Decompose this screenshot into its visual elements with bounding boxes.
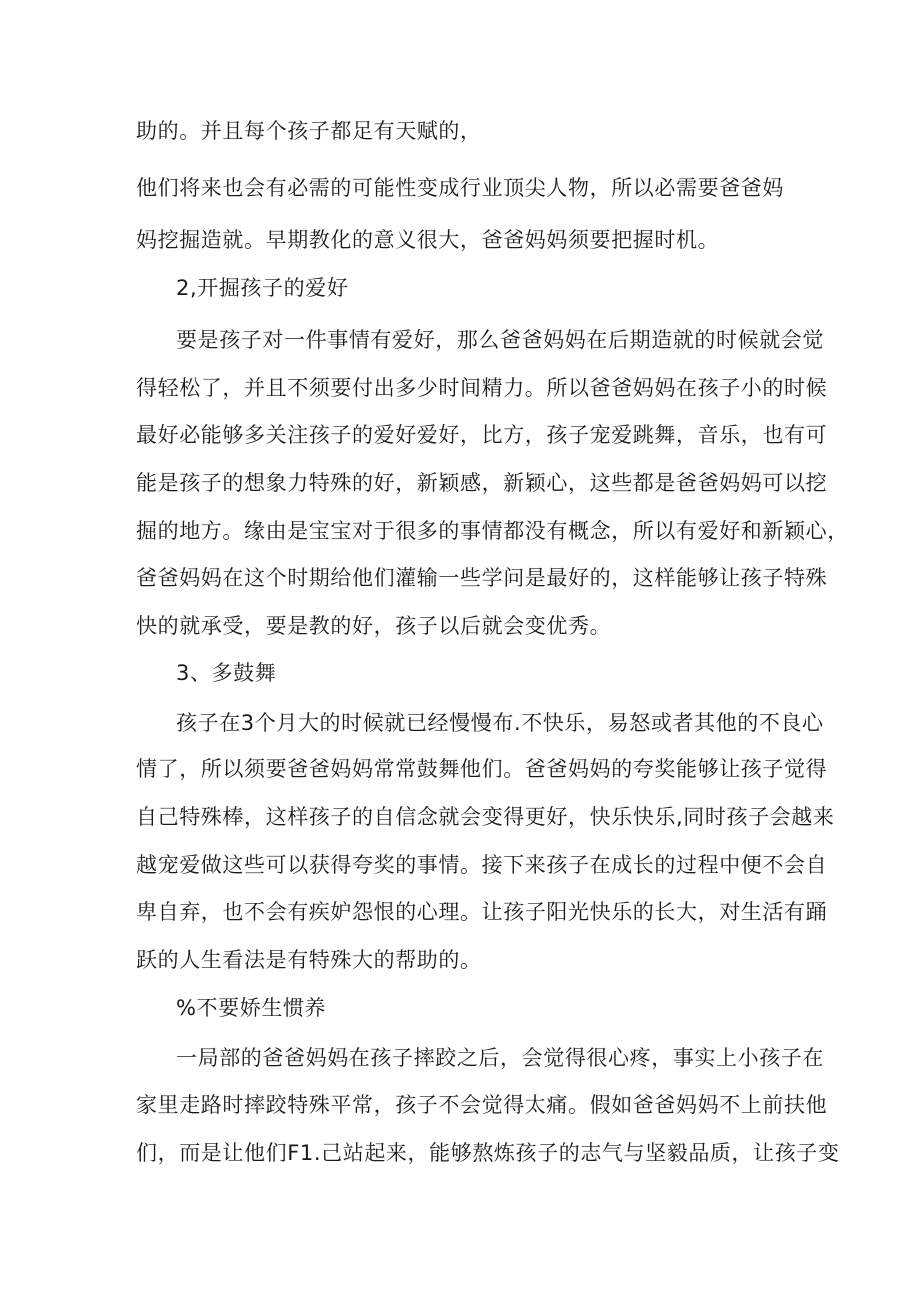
text-line: 跃的人生看法是有特殊大的帮助的。 (136, 948, 482, 972)
text-line: 得轻松了，并且不须要付出多少时间精力。所以爸爸妈妈在孩子小的时候 (136, 376, 828, 400)
section-heading-4: %不要娇生惯养 (176, 996, 327, 1020)
text-line: 越宠爱做这些可以获得夸奖的事情。接下来孩子在成长的过程中便不会自 (136, 853, 828, 877)
text-line: 妈挖掘造就。早期教化的意义很大，爸爸妈妈须要把握时机。 (136, 228, 720, 252)
text-line: 助的。并且每个孩子都足有天赋的， (136, 119, 482, 143)
text-line: 掘的地方。缘由是宝宝对于很多的事情都没有概念，所以有爱好和新颖心， (136, 519, 849, 543)
text-line: 家里走路时摔跤特殊平常，孩子不会觉得太痛。假如爸爸妈妈不上前扶他 (136, 1093, 828, 1117)
text-line: 最好必能够多关注孩子的爱好爱好，比方，孩子宠爱跳舞，音乐，也有可 (136, 423, 828, 447)
text-line: 们，而是让他们F1.己站起来，能够熬炼孩子的志气与坚毅品质，让孩子变 (136, 1141, 840, 1165)
section-heading-3: 3、多鼓舞 (176, 661, 277, 685)
text-line: 能是孩子的想象力特殊的好，新颖感，新颖心，这些都是爸爸妈妈可以挖 (136, 471, 828, 495)
text-line: 快的就承受，要是教的好，孩子以后就会变优秀。 (136, 614, 612, 638)
text-line: 他们将来也会有必需的可能性变成行业顶尖人物，所以必需要爸爸妈 (136, 176, 784, 200)
paragraph-first-line: 孩子在3个月大的时候就已经慢慢布.不快乐，易怒或者其他的不良心 (176, 711, 824, 735)
text-line: 自己特殊棒，这样孩子的自信念就会变得更好，快乐快乐,同时孩子会越来 (136, 805, 835, 829)
paragraph-first-line: 一局部的爸爸妈妈在孩子摔跤之后，会觉得很心疼，事实上小孩子在 (176, 1046, 824, 1070)
text-line: 卑自弃，也不会有疾妒怨恨的心理。让孩子阳光快乐的长大，对生活有踊 (136, 900, 828, 924)
paragraph-first-line: 要是孩子对一件事情有爱好，那么爸爸妈妈在后期造就的时候就会觉 (176, 328, 824, 352)
text-line: 爸爸妈妈在这个时期给他们灌输一些学问是最好的，这样能够让孩子特殊 (136, 566, 828, 590)
section-heading-2: 2,开掘孩子的爱好 (176, 276, 349, 300)
text-line: 情了，所以须要爸爸妈妈常常鼓舞他们。爸爸妈妈的夸奖能够让孩子觉得 (136, 757, 828, 781)
